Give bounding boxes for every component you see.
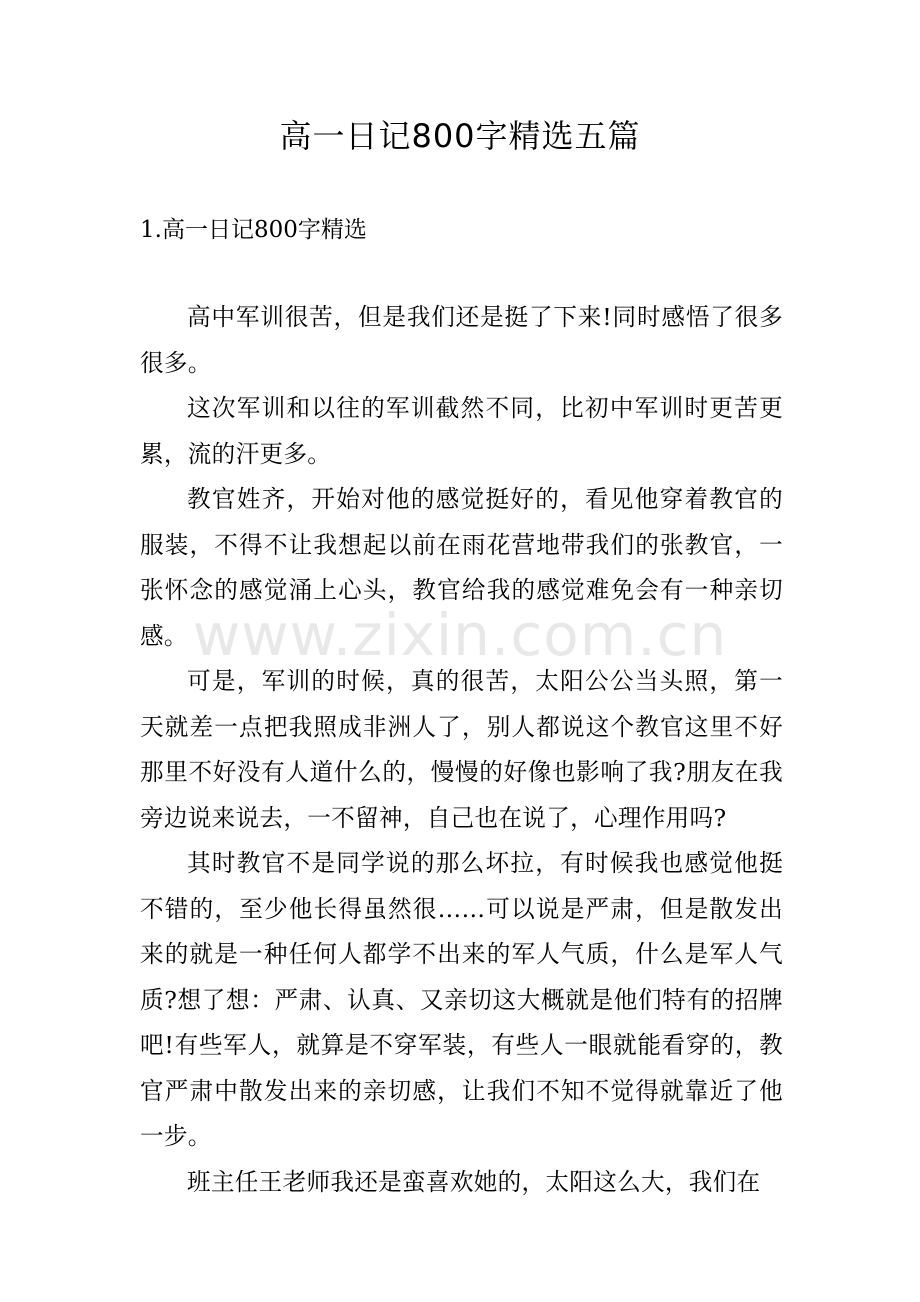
paragraph-3: 教官姓齐，开始对他的感觉挺好的，看见他穿着教官的服装，不得不让我想起以前在雨花营地带我们的张教官，一张怀念的感觉涌上心头，教官给我的感觉难免会有一种亲切感。 [140,485,783,650]
paragraph-5: 其时教官不是同学说的那么坏拉，有时候我也感觉他挺不错的，至少他长得虽然很……可以说是严肃，但是散发出来的就是一种任何人都学不出来的军人气质，什么是军人气质?想了想：严肃、认真、又亲切这大概就是他们特有的招牌吧!有些军人，就算是不穿军装，有些人一眼就能看穿的，教官严肃中散发出来的亲切感，让我们不知不觉得就靠近了他一步。 [140,849,783,1150]
paragraph-4: 可是，军训的时候，真的很苦，太阳公公当头照，第一天就差一点把我照成非洲人了，别人都说这个教官这里不好那里不好没有人道什么的，慢慢的好像也影响了我?朋友在我旁边说来说去，一不留神，自己也在说了，心理作用吗? [140,667,783,832]
paragraph-2: 这次军训和以往的军训截然不同，比初中军训时更苦更累，流的汗更多。 [140,394,783,468]
paragraph-1: 高中军训很苦，但是我们还是挺了下来!同时感悟了很多很多。 [140,303,783,377]
watermark: www.zixin.com.cn [192,601,728,669]
section-heading: 1.高一日记800字精选 [140,217,367,243]
paragraph-6: 班主任王老师我还是蛮喜欢她的，太阳这么大，我们在 [187,1167,761,1196]
document-title: 高一日记800字精选五篇 [279,117,641,155]
body-text [140,295,783,1205]
